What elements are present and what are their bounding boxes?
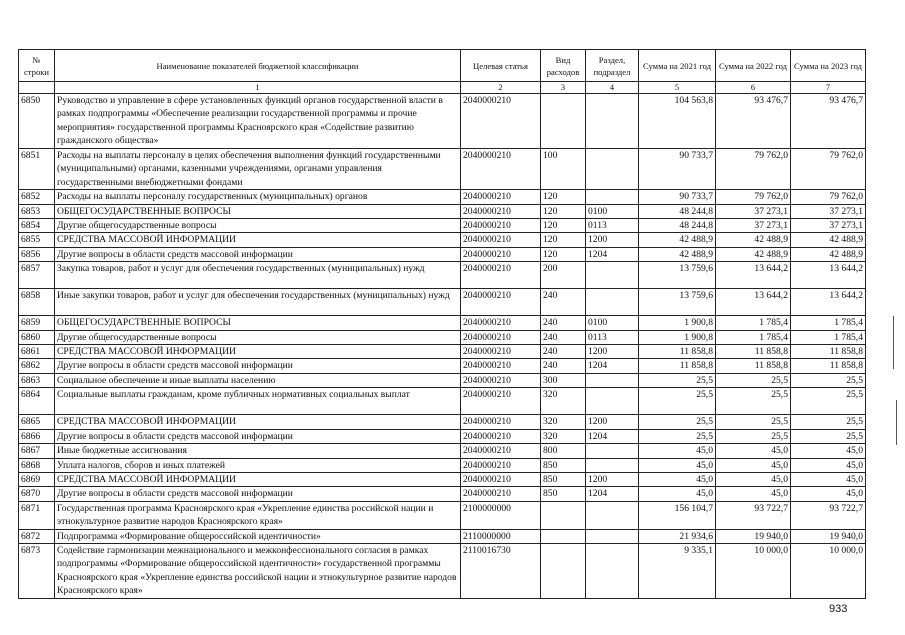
expense-kind: 120	[541, 233, 586, 247]
indicator-name: Другие вопросы в области средств массовой информации	[55, 247, 461, 261]
column-number-row	[19, 82, 866, 94]
column-number: 2	[461, 82, 541, 94]
target-article: 2040000210	[461, 262, 541, 289]
indicator-name: ОБЩЕГОСУДАРСТВЕННЫЕ ВОПРОСЫ	[55, 316, 461, 330]
sum-2021: 90 733,7	[639, 149, 716, 190]
sum-2022: 42 488,9	[716, 233, 791, 247]
section-subsection: 0113	[586, 219, 639, 233]
table-row	[19, 529, 866, 543]
row-number: 6862	[19, 359, 55, 373]
sum-2021: 42 488,9	[639, 233, 716, 247]
table-row	[19, 487, 866, 501]
sum-2023: 25,5	[791, 415, 866, 429]
section-subsection: 0113	[586, 330, 639, 344]
expense-kind: 800	[541, 444, 586, 458]
indicator-name: ОБЩЕГОСУДАРСТВЕННЫЕ ВОПРОСЫ	[55, 204, 461, 218]
sum-2021: 45,0	[639, 458, 716, 472]
target-article: 2040000210	[461, 415, 541, 429]
table-row	[19, 501, 866, 529]
sum-2022: 25,5	[716, 373, 791, 387]
sum-2023: 42 488,9	[791, 233, 866, 247]
table-row	[19, 373, 866, 387]
sum-2023: 13 644,2	[791, 289, 866, 316]
target-article: 2040000210	[461, 388, 541, 415]
indicator-name: Другие общегосударственные вопросы	[55, 219, 461, 233]
expense-kind: 320	[541, 388, 586, 415]
row-number: 6865	[19, 415, 55, 429]
table-row	[19, 388, 866, 415]
table-row	[19, 190, 866, 204]
row-number: 6861	[19, 345, 55, 359]
column-number: 7	[791, 82, 866, 94]
sum-2022: 25,5	[716, 429, 791, 443]
sum-2023: 45,0	[791, 458, 866, 472]
column-number: 5	[639, 82, 716, 94]
scan-margin-line	[896, 400, 897, 445]
section-subsection: 1204	[586, 359, 639, 373]
indicator-name: Социальные выплаты гражданам, кроме публичных нормативных социальных выплат	[55, 388, 461, 415]
table-row	[19, 415, 866, 429]
row-number: 6868	[19, 458, 55, 472]
sum-2022: 45,0	[716, 472, 791, 486]
table-row	[19, 219, 866, 233]
expense-kind: 320	[541, 429, 586, 443]
sum-2022: 1 785,4	[716, 316, 791, 330]
sum-2022: 42 488,9	[716, 247, 791, 261]
indicator-name: Закупка товаров, работ и услуг для обеспечения государственных (муниципальных) нужд	[55, 262, 461, 289]
sum-2021: 45,0	[639, 487, 716, 501]
header-sum-2023: Сумма на 2023 год	[791, 50, 866, 82]
sum-2021: 11 858,8	[639, 345, 716, 359]
target-article: 2040000210	[461, 149, 541, 190]
row-number: 6871	[19, 501, 55, 529]
section-subsection: 1200	[586, 415, 639, 429]
expense-kind: 240	[541, 316, 586, 330]
section-subsection	[586, 388, 639, 415]
sum-2023: 93 722,7	[791, 501, 866, 529]
indicator-name: СРЕДСТВА МАССОВОЙ ИНФОРМАЦИИ	[55, 415, 461, 429]
target-article: 2040000210	[461, 444, 541, 458]
table-row	[19, 316, 866, 330]
sum-2021: 48 244,8	[639, 204, 716, 218]
section-subsection: 1200	[586, 472, 639, 486]
sum-2022: 45,0	[716, 444, 791, 458]
sum-2023: 37 273,1	[791, 219, 866, 233]
row-number: 6856	[19, 247, 55, 261]
table-row	[19, 94, 866, 149]
target-article: 2040000210	[461, 289, 541, 316]
table-row	[19, 429, 866, 443]
section-subsection: 1204	[586, 487, 639, 501]
row-number: 6866	[19, 429, 55, 443]
header-name: Наименование показателей бюджетной классификации	[55, 50, 461, 82]
indicator-name: Подпрограмма «Формирование общероссийской идентичности»	[55, 529, 461, 543]
page-number: 933	[829, 603, 848, 615]
sum-2023: 19 940,0	[791, 529, 866, 543]
table-row	[19, 543, 866, 598]
expense-kind: 240	[541, 330, 586, 344]
indicator-name: Другие вопросы в области средств массовой информации	[55, 429, 461, 443]
expense-kind: 200	[541, 262, 586, 289]
sum-2021: 104 563,8	[639, 94, 716, 149]
sum-2022: 13 644,2	[716, 289, 791, 316]
target-article: 2040000210	[461, 190, 541, 204]
header-sum-2021: Сумма на 2021 год	[639, 50, 716, 82]
indicator-name: Государственная программа Красноярского края «Укрепление единства российской нации и этнокультурное развитие народов Красноярского края»	[55, 501, 461, 529]
scan-margin-line	[893, 316, 894, 369]
sum-2021: 1 900,8	[639, 316, 716, 330]
target-article: 2040000210	[461, 247, 541, 261]
expense-kind: 120	[541, 190, 586, 204]
sum-2022: 1 785,4	[716, 330, 791, 344]
expense-kind	[541, 94, 586, 149]
column-number: 3	[541, 82, 586, 94]
section-subsection	[586, 458, 639, 472]
section-subsection	[586, 262, 639, 289]
table-row	[19, 444, 866, 458]
expense-kind: 850	[541, 487, 586, 501]
expense-kind: 120	[541, 204, 586, 218]
budget-table	[18, 49, 866, 599]
sum-2023: 25,5	[791, 373, 866, 387]
sum-2021: 45,0	[639, 444, 716, 458]
target-article: 2040000210	[461, 219, 541, 233]
sum-2023: 45,0	[791, 472, 866, 486]
sum-2021: 25,5	[639, 429, 716, 443]
indicator-name: Расходы на выплаты персоналу в целях обеспечения выполнения функций государственными (муниципальными) органами, казенными учреждениями, органами управления государственными внебюджетными фондами	[55, 149, 461, 190]
sum-2022: 19 940,0	[716, 529, 791, 543]
expense-kind	[541, 543, 586, 598]
row-number: 6859	[19, 316, 55, 330]
row-number: 6873	[19, 543, 55, 598]
sum-2021: 45,0	[639, 472, 716, 486]
section-subsection	[586, 289, 639, 316]
expense-kind: 240	[541, 289, 586, 316]
section-subsection	[586, 190, 639, 204]
target-article: 2110000000	[461, 529, 541, 543]
target-article: 2110016730	[461, 543, 541, 598]
target-article: 2040000210	[461, 429, 541, 443]
section-subsection	[586, 149, 639, 190]
indicator-name: Уплата налогов, сборов и иных платежей	[55, 458, 461, 472]
section-subsection	[586, 501, 639, 529]
expense-kind: 300	[541, 373, 586, 387]
sum-2023: 13 644,2	[791, 262, 866, 289]
expense-kind: 320	[541, 415, 586, 429]
section-subsection	[586, 444, 639, 458]
section-subsection: 1204	[586, 247, 639, 261]
column-number: 4	[586, 82, 639, 94]
table-row	[19, 472, 866, 486]
sum-2023: 79 762,0	[791, 149, 866, 190]
header-row-no: № строки	[19, 50, 55, 82]
header-target: Целевая статья	[461, 50, 541, 82]
indicator-name: Содействие гармонизации межнационального и межконфессионального согласия в рамках подпрограммы «Формирование общероссийской идентичности» государственной программы Красноярского края «Укрепление единства российской нации и этнокультурное развитие народов Красноярского края»	[55, 543, 461, 598]
sum-2023: 25,5	[791, 429, 866, 443]
row-number: 6860	[19, 330, 55, 344]
sum-2022: 45,0	[716, 487, 791, 501]
sum-2022: 13 644,2	[716, 262, 791, 289]
row-number: 6867	[19, 444, 55, 458]
sum-2023: 1 785,4	[791, 330, 866, 344]
sum-2023: 93 476,7	[791, 94, 866, 149]
sum-2023: 79 762,0	[791, 190, 866, 204]
expense-kind: 100	[541, 149, 586, 190]
row-number: 6850	[19, 94, 55, 149]
sum-2023: 10 000,0	[791, 543, 866, 598]
sum-2022: 11 858,8	[716, 359, 791, 373]
sum-2023: 1 785,4	[791, 316, 866, 330]
expense-kind: 850	[541, 458, 586, 472]
indicator-name: Другие вопросы в области средств массовой информации	[55, 487, 461, 501]
sum-2021: 9 335,1	[639, 543, 716, 598]
target-article: 2040000210	[461, 204, 541, 218]
row-number: 6852	[19, 190, 55, 204]
expense-kind: 850	[541, 472, 586, 486]
sum-2022: 79 762,0	[716, 190, 791, 204]
expense-kind: 120	[541, 219, 586, 233]
sum-2021: 1 900,8	[639, 330, 716, 344]
header-section: Раздел, подраздел	[586, 50, 639, 82]
indicator-name: Иные закупки товаров, работ и услуг для обеспечения государственных (муниципальных) нужд	[55, 289, 461, 316]
column-number: 6	[716, 82, 791, 94]
sum-2023: 45,0	[791, 444, 866, 458]
sum-2023: 11 858,8	[791, 345, 866, 359]
sum-2022: 11 858,8	[716, 345, 791, 359]
sum-2021: 48 244,8	[639, 219, 716, 233]
target-article: 2100000000	[461, 501, 541, 529]
sum-2022: 93 722,7	[716, 501, 791, 529]
header-kind: Вид расходов	[541, 50, 586, 82]
indicator-name: Другие общегосударственные вопросы	[55, 330, 461, 344]
sum-2023: 11 858,8	[791, 359, 866, 373]
section-subsection: 1204	[586, 429, 639, 443]
table-row	[19, 330, 866, 344]
target-article: 2040000210	[461, 487, 541, 501]
section-subsection: 1200	[586, 233, 639, 247]
row-number: 6864	[19, 388, 55, 415]
indicator-name: Руководство и управление в сфере установленных функций органов государственной власти в рамках подпрограммы «Обеспечение реализации государственной программы и прочие мероприятия» государственной программы Красноярского края «Содействие развитию гражданского общества»	[55, 94, 461, 149]
table-row	[19, 359, 866, 373]
section-subsection	[586, 529, 639, 543]
sum-2021: 42 488,9	[639, 247, 716, 261]
target-article: 2040000210	[461, 94, 541, 149]
indicator-name: Иные бюджетные ассигнования	[55, 444, 461, 458]
sum-2021: 11 858,8	[639, 359, 716, 373]
table-row	[19, 458, 866, 472]
expense-kind: 240	[541, 359, 586, 373]
sum-2023: 25,5	[791, 388, 866, 415]
indicator-name: СРЕДСТВА МАССОВОЙ ИНФОРМАЦИИ	[55, 233, 461, 247]
row-number: 6870	[19, 487, 55, 501]
row-number: 6851	[19, 149, 55, 190]
expense-kind	[541, 529, 586, 543]
indicator-name: Расходы на выплаты персоналу государственных (муниципальных) органов	[55, 190, 461, 204]
table-row	[19, 262, 866, 289]
table-row	[19, 149, 866, 190]
target-article: 2040000210	[461, 330, 541, 344]
sum-2021: 25,5	[639, 373, 716, 387]
expense-kind	[541, 501, 586, 529]
target-article: 2040000210	[461, 373, 541, 387]
row-number: 6872	[19, 529, 55, 543]
header-sum-2022: Сумма на 2022 год	[716, 50, 791, 82]
sum-2021: 156 104,7	[639, 501, 716, 529]
row-number: 6853	[19, 204, 55, 218]
target-article: 2040000210	[461, 316, 541, 330]
row-number: 6863	[19, 373, 55, 387]
section-subsection	[586, 373, 639, 387]
table-row	[19, 289, 866, 316]
sum-2022: 25,5	[716, 415, 791, 429]
row-number: 6857	[19, 262, 55, 289]
section-subsection: 0100	[586, 316, 639, 330]
sum-2021: 90 733,7	[639, 190, 716, 204]
sum-2022: 25,5	[716, 388, 791, 415]
sum-2023: 45,0	[791, 487, 866, 501]
target-article: 2040000210	[461, 458, 541, 472]
sum-2022: 79 762,0	[716, 149, 791, 190]
row-number: 6854	[19, 219, 55, 233]
sum-2021: 25,5	[639, 415, 716, 429]
target-article: 2040000210	[461, 359, 541, 373]
target-article: 2040000210	[461, 472, 541, 486]
sum-2023: 42 488,9	[791, 247, 866, 261]
row-number: 6858	[19, 289, 55, 316]
indicator-name: СРЕДСТВА МАССОВОЙ ИНФОРМАЦИИ	[55, 345, 461, 359]
section-subsection	[586, 543, 639, 598]
sum-2022: 37 273,1	[716, 219, 791, 233]
section-subsection: 0100	[586, 204, 639, 218]
target-article: 2040000210	[461, 233, 541, 247]
sum-2021: 13 759,6	[639, 289, 716, 316]
indicator-name: СРЕДСТВА МАССОВОЙ ИНФОРМАЦИИ	[55, 472, 461, 486]
sum-2021: 25,5	[639, 388, 716, 415]
indicator-name: Социальное обеспечение и иные выплаты населению	[55, 373, 461, 387]
table-row	[19, 345, 866, 359]
table-row	[19, 233, 866, 247]
table-body	[19, 94, 866, 599]
expense-kind: 120	[541, 247, 586, 261]
sum-2021: 13 759,6	[639, 262, 716, 289]
sum-2021: 21 934,6	[639, 529, 716, 543]
row-number: 6855	[19, 233, 55, 247]
header-row	[19, 50, 866, 82]
target-article: 2040000210	[461, 345, 541, 359]
sum-2022: 37 273,1	[716, 204, 791, 218]
column-number	[19, 82, 55, 94]
sum-2022: 10 000,0	[716, 543, 791, 598]
table-row	[19, 204, 866, 218]
table-row	[19, 247, 866, 261]
column-number: 1	[55, 82, 461, 94]
section-subsection: 1200	[586, 345, 639, 359]
row-number: 6869	[19, 472, 55, 486]
section-subsection	[586, 94, 639, 149]
expense-kind: 240	[541, 345, 586, 359]
sum-2022: 45,0	[716, 458, 791, 472]
sum-2022: 93 476,7	[716, 94, 791, 149]
sum-2023: 37 273,1	[791, 204, 866, 218]
indicator-name: Другие вопросы в области средств массовой информации	[55, 359, 461, 373]
